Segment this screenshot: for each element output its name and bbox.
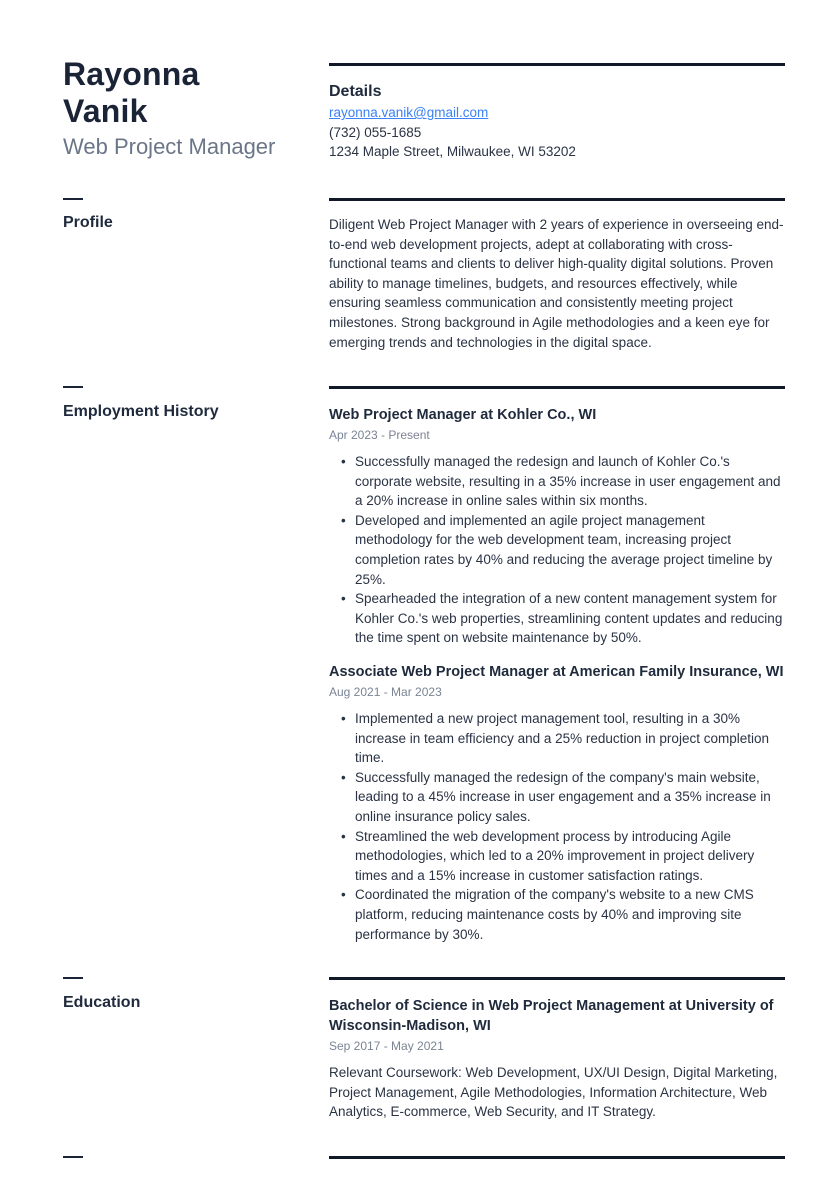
section-divider — [329, 198, 785, 201]
job-dates: Aug 2021 - Mar 2023 — [329, 685, 442, 699]
profile-summary: Diligent Web Project Manager with 2 years of experience in overseeing end-to-end web development projects, adept at collaborating with cross-functional teams and clients to deliver high-quality digital solutions. Proven ability to manage timelines, budgets, and resources effectively, while ensuring seamless communication and consistently meeting project milestones. Strong background in Agile methodologies and a keen eye for emerging trends and technologies in the digital space. — [329, 217, 784, 350]
job-dates: Apr 2023 - Present — [329, 428, 430, 442]
list-item: • Developed and implemented an agile project management methodology for the web development team, increasing project completion rates by 40% and reducing the average project timeline by 25%. — [329, 511, 785, 589]
candidate-name — [63, 56, 313, 130]
section-dash — [63, 386, 83, 388]
job-title-heading: Web Project Manager at Kohler Co., WI — [329, 407, 597, 423]
email-link[interactable]: rayonna.vanik@gmail.com — [329, 105, 489, 120]
first-name: Rayonna — [63, 56, 200, 92]
address: 1234 Maple Street, Milwaukee, WI 53202 — [329, 144, 576, 159]
job-achievements — [329, 452, 785, 648]
section-divider — [329, 1156, 785, 1159]
last-name: Vanik — [63, 93, 148, 129]
phone-number: (732) 055-1685 — [329, 124, 422, 140]
employment-heading: Employment History — [63, 403, 219, 420]
list-item: • Spearheaded the integration of a new content management system for Kohler Co.'s web properties, streamlining content updates and reducing the time spent on website maintenance by 50%. — [329, 589, 785, 648]
coursework: Relevant Coursework: Web Development, UX/UI Design, Digital Marketing, Project Management, Agile Methodologies, Information Architecture, Web Analytics, E-commerce, Web Security, and IT Strategy. — [329, 1065, 778, 1120]
list-item: • Implemented a new project management tool, resulting in a 30% increase in team efficiency and a 25% reduction in project completion time. — [329, 709, 785, 768]
job-achievements — [329, 709, 785, 944]
profile-heading: Profile — [63, 214, 113, 231]
list-item: • Coordinated the migration of the company's website to a new CMS platform, reducing maintenance costs by 40% and improving site performance by 30%. — [329, 885, 785, 944]
education-heading: Education — [63, 994, 141, 1011]
degree-heading: Bachelor of Science in Web Project Management at University of Wisconsin-Madison, WI — [329, 998, 774, 1034]
list-item: • Successfully managed the redesign and launch of Kohler Co.'s corporate website, resulting in a 35% increase in user engagement and a 20% increase in online sales within six months. — [329, 452, 785, 511]
section-divider — [329, 977, 785, 980]
job-title: Web Project Manager — [63, 134, 276, 159]
list-item: • Streamlined the web development process by introducing Agile methodologies, which led to a 20% improvement in project delivery times and a 15% increase in customer satisfaction ratings. — [329, 827, 785, 886]
contact-details — [329, 103, 785, 162]
job-title-heading: Associate Web Project Manager at American Family Insurance, WI — [329, 664, 784, 680]
details-heading: Details — [329, 83, 382, 100]
section-divider — [329, 63, 785, 66]
section-dash — [63, 198, 83, 200]
job-entry — [329, 405, 785, 648]
education-dates: Sep 2017 - May 2021 — [329, 1039, 444, 1053]
section-dash — [63, 977, 83, 979]
list-item: • Successfully managed the redesign of the company's main website, leading to a 45% increase in user engagement and a 35% increase in online insurance policy sales. — [329, 768, 785, 827]
section-dash — [63, 1156, 83, 1158]
section-divider — [329, 386, 785, 389]
job-entry — [329, 662, 785, 944]
education-entry — [329, 996, 785, 1122]
